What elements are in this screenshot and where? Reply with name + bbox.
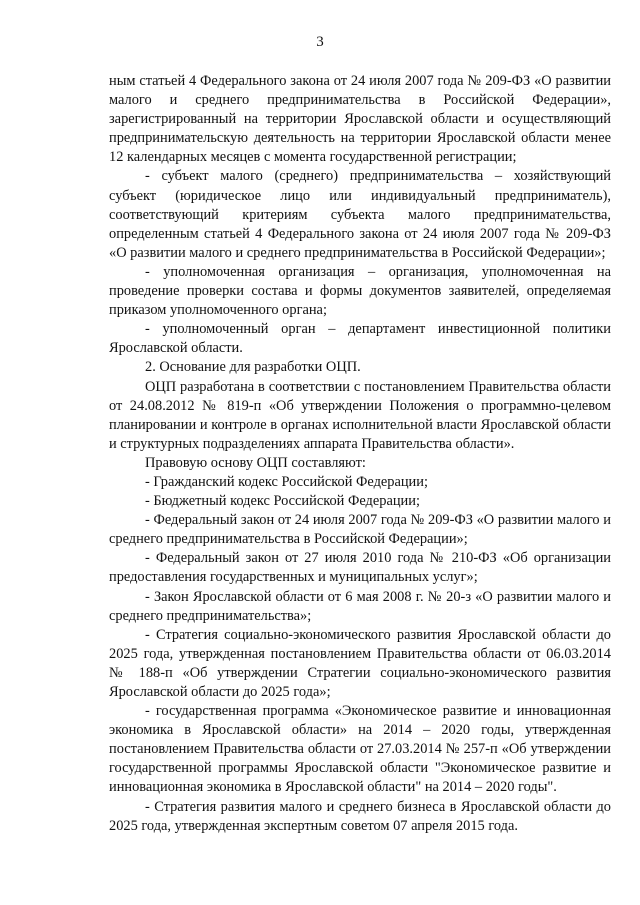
list-item-budget-code: - Бюджетный кодекс Российской Федерации; <box>145 493 420 510</box>
list-item-small-business-subject: - субъект малого (среднего) предпринимательства – хозяйствующий субъект (юридическое лицо или индивидуальный предприниматель), соответствующий критериям субъекта малого предпринимательства, определенным статьей 4 Федерального закона от 24 июля 2007 года № 209-ФЗ «О развитии малого и среднего предпринимательства в Российской Федерации»; <box>109 168 611 261</box>
list-item-regional-law-20: - Закон Ярославской области от 6 мая 2008 г. № 20-з «О развитии малого и среднего предпринимательства»; <box>109 588 611 624</box>
list-item-federal-law-210: - Федеральный закон от 27 июля 2010 года № 210-ФЗ «Об организации предоставления государственных и муниципальных услуг»; <box>109 550 611 586</box>
list-item-civil-code: - Гражданский кодекс Российской Федерации; <box>145 473 428 490</box>
paragraph-definition-continuation: ным статьей 4 Федерального закона от 24 июля 2007 года № 209-ФЗ «О развитии малого и среднего предпринимательства в Российской Федерации», зарегистрированный на территории Ярославской области и осуществляющий предпринимательскую деятельность на территории Ярославской области менее 12 календарных месяцев с момента государственной регистрации; <box>109 73 611 166</box>
list-item-socioeconomic-strategy: - Стратегия социально-экономического развития Ярославской области до 2025 года, утвержденная постановлением Правительства области от 06.03.2014 № 188-п «Об утверждении Стратегии социально-экономического развития Ярославской области до 2025 года»; <box>109 626 611 700</box>
page-number: 3 <box>316 34 324 50</box>
list-item-state-program: - государственная программа «Экономическое развитие и инновационная экономика в Ярославской области» на 2014 – 2020 годы, утвержденная постановлением Правительства области от 27.03.2014 № 257-п «Об утверждении государственной программы Ярославской области "Экономическое развитие и инновационная экономика в Ярославской области" на 2014 – 2020 годы". <box>109 703 611 796</box>
paragraph-basis: ОЦП разработана в соответствии с постановлением Правительства области от 24.08.2012 № 819-п «Об утверждении Положения о программно-целевом планировании и контроле в органах исполнительной власти Ярославской области и структурных подразделениях аппарата Правительства области». <box>109 378 611 452</box>
document-body <box>109 72 611 836</box>
list-item-federal-law-209: - Федеральный закон от 24 июля 2007 года № 209-ФЗ «О развитии малого и среднего предпринимательства в Российской Федерации»; <box>109 512 611 548</box>
list-item-authorized-body: - уполномоченный орган – департамент инвестиционной политики Ярославской области. <box>109 321 611 357</box>
list-item-sme-strategy: - Стратегия развития малого и среднего бизнеса в Ярославской области до 2025 года, утвержденная экспертным советом 07 апреля 2015 года. <box>109 798 611 834</box>
list-item-authorized-organization: - уполномоченная организация – организация, уполномоченная на проведение проверки состава и формы документов заявителей, определяемая приказом уполномоченного органа; <box>109 263 611 319</box>
paragraph-legal-basis-intro: Правовую основу ОЦП составляют: <box>145 454 366 471</box>
section-heading-basis: 2. Основание для разработки ОЦП. <box>145 359 361 376</box>
